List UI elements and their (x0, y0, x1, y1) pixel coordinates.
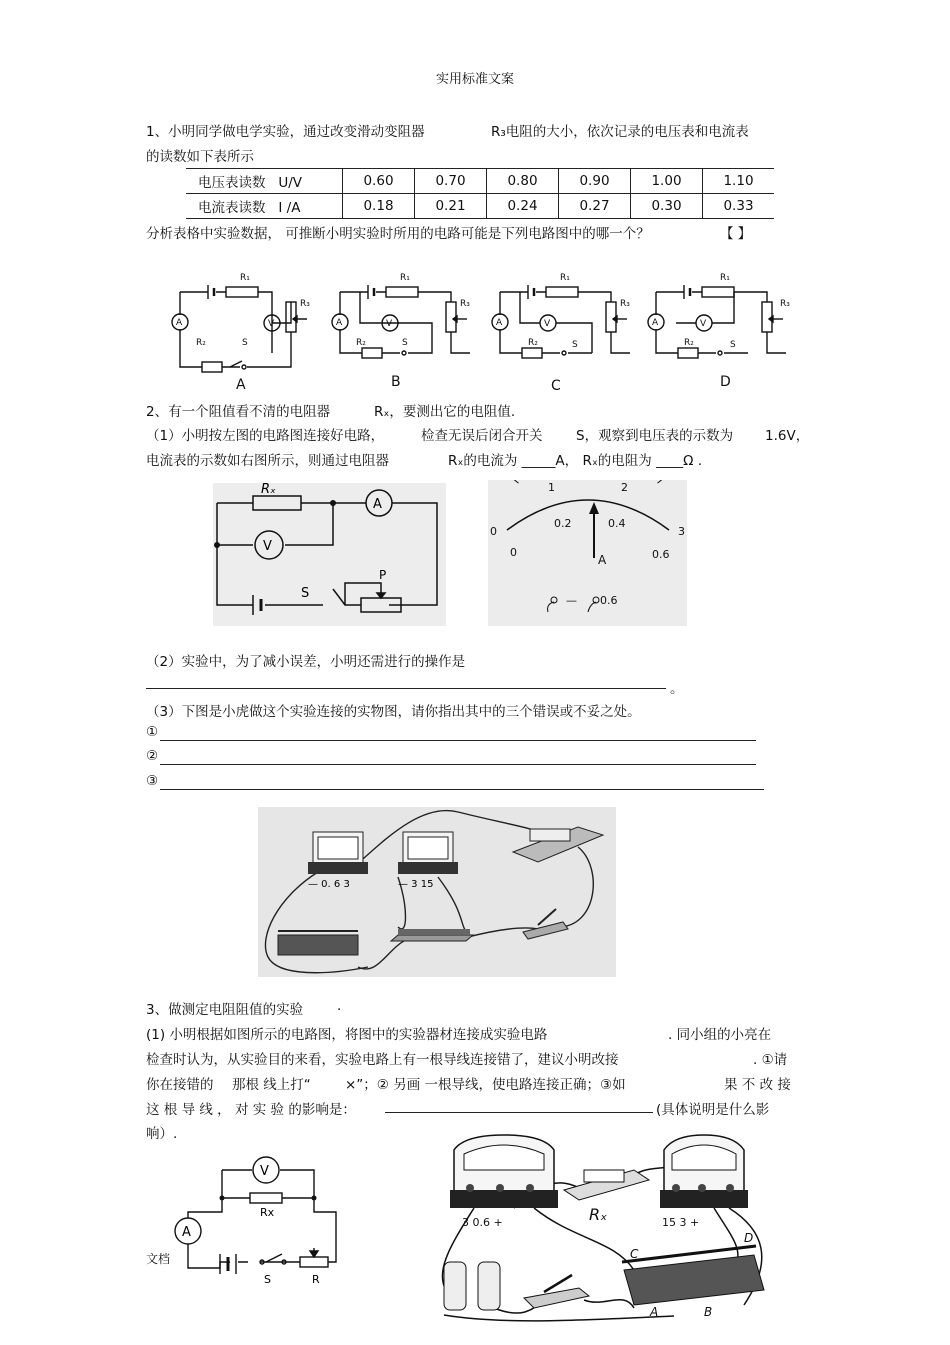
r1-label: R₁ (400, 273, 410, 283)
ammeter-label: A (336, 318, 343, 328)
circuit-label-a: A (236, 377, 246, 393)
terminal-c-label: C (630, 1247, 639, 1261)
q2-p2: （2）实验中，为了减小误差，小明还需进行的操作是 (146, 654, 466, 670)
blank-label-1: ① (146, 724, 159, 740)
answer-line[interactable] (160, 740, 756, 741)
q3-circuit-diagram (170, 1150, 340, 1290)
q1-answer-bracket: 【 】 (720, 226, 752, 242)
q2-p1-d: 1.6V， (765, 428, 810, 444)
answer-line[interactable] (146, 688, 666, 689)
rx-label: Rₓ (261, 483, 276, 497)
blank-label-2: ② (146, 748, 159, 764)
circuit-d (648, 285, 786, 358)
q2-p1-c: S，观察到电压表的示数为 (576, 428, 734, 444)
rx-board-drawing (564, 1170, 649, 1200)
switch-label: S (264, 1273, 271, 1286)
voltmeter-label: V (263, 539, 272, 554)
switch-label: S (301, 586, 310, 601)
dial-top-2: 2 (621, 481, 628, 494)
dial-bottom-3: 0.6 (652, 548, 670, 561)
q3-title-end: . (337, 998, 342, 1014)
rheostat-drawing (622, 1246, 764, 1305)
circuit-c (492, 285, 630, 358)
table-cell: 0.33 (703, 194, 775, 219)
terminal-b-label: B (704, 1305, 713, 1319)
ammeter-photo (308, 832, 368, 874)
q1-circuit-diagrams (160, 265, 800, 395)
battery-photo (391, 929, 473, 941)
answer-line[interactable] (160, 789, 764, 790)
q1-line1a: 1、小明同学做电学实验，通过改变滑动变阻器 (146, 124, 425, 140)
switch-label: S (730, 340, 736, 350)
r1-label: R₁ (720, 273, 730, 283)
voltmeter-photo (398, 832, 458, 874)
q3-line4b: (具体说明是什么影 (656, 1102, 770, 1118)
circuit-label-d: D (720, 374, 731, 390)
r3-label: R₃ (300, 299, 310, 309)
q2-ammeter-dial (488, 480, 687, 626)
q3-line4a: 这 根 导 线 ， 对 实 验 的影响是： (146, 1102, 356, 1118)
table-cell: 1.00 (631, 169, 703, 194)
q3-line1b: . 同小组的小亮在 (668, 1027, 772, 1043)
table-row (186, 169, 774, 194)
ammeter-terminal-labels: — 0. 6 3 (308, 879, 350, 890)
dial-terminal-06: 0.6 (600, 594, 618, 607)
circuit-a (172, 285, 307, 372)
terminal-d-label: D (744, 1231, 754, 1245)
table-cell: 0.90 (559, 169, 631, 194)
page-header: 实用标准文案 (435, 72, 514, 87)
battery-drawing (444, 1262, 500, 1310)
ammeter-label: A (496, 318, 503, 328)
circuit-label-b: B (391, 374, 401, 390)
table-cell: 0.60 (343, 169, 415, 194)
ammeter-label: A (373, 497, 382, 512)
dial-top-1: 1 (548, 481, 555, 494)
table-cell: 0.21 (415, 194, 487, 219)
q3-line3a: 你在接错的 (146, 1077, 214, 1093)
table-cell: 0.18 (343, 194, 415, 219)
q1-question: 分析表格中实验数据， 可推断小明实验时所用的电路可能是下列电路图中的哪一个？ (146, 226, 650, 242)
rx-label: Rx (260, 1206, 275, 1219)
answer-line[interactable] (160, 764, 756, 765)
r3-label: R₃ (780, 299, 790, 309)
ammeter-drawing (450, 1135, 558, 1208)
table-cell: 1.10 (703, 169, 775, 194)
junction-dot (330, 500, 336, 506)
q1-data-table (186, 168, 774, 219)
dial-terminal-neg: — (566, 594, 577, 607)
terminal-a-label: A (650, 1305, 659, 1319)
table-cell: 0.27 (559, 194, 631, 219)
slider-label: P (379, 568, 387, 582)
voltmeter-drawing (660, 1135, 748, 1208)
dial-unit: A (598, 553, 607, 567)
q3-line3d: 果 不 改 接 (724, 1077, 791, 1093)
row-label: 电流表读数 (198, 200, 266, 216)
ammeter-label: A (176, 318, 183, 328)
row-unit: U/V (278, 175, 303, 191)
q2-p3: （3）下图是小虎做这个实验连接的实物图，请你指出其中的三个错误或不妥之处。 (146, 704, 641, 720)
rheostat-photo (278, 931, 358, 955)
q3-line2a: 检查时认为，从实验目的来看，实验电路上有一根导线连接错了，建议小明改接 (146, 1052, 619, 1068)
table-cell: 0.80 (487, 169, 559, 194)
junction-dot (220, 1196, 225, 1201)
r3-label: R₃ (620, 299, 630, 309)
q2-p1-f: Rₓ的电流为 _____A， Rₓ的电阻为 ____Ω . (448, 453, 703, 469)
row-label: 电压表读数 (198, 175, 266, 191)
ammeter-label: A (652, 318, 659, 328)
voltmeter-label: V (268, 319, 275, 329)
dial-top-3: 3 (678, 525, 685, 538)
q1-line1b: R₃电阻的大小，依次记录的电压表和电流表 (491, 124, 749, 140)
q2-apparatus-photo (258, 807, 616, 977)
voltmeter-label: V (544, 319, 551, 329)
table-cell: 0.24 (487, 194, 559, 219)
r2-label: R₂ (196, 338, 206, 348)
q3-line1a: (1) 小明根据如图所示的电路图，将图中的实验器材连接成实验电路 (146, 1027, 548, 1043)
row-unit: I /A (278, 200, 301, 216)
q2-circuit-figure (213, 483, 446, 626)
junction-dot (214, 542, 220, 548)
ammeter-label: A (182, 1225, 191, 1240)
r3-label: R₃ (460, 299, 470, 309)
circuit-b (332, 285, 470, 358)
q3-line5: 响）. (146, 1126, 178, 1142)
voltmeter-label: V (386, 319, 393, 329)
junction-dot (312, 1196, 317, 1201)
dial-bottom-2: 0.4 (608, 517, 626, 530)
q3-line2b: . ①请 (753, 1052, 788, 1068)
dial-top-0: 0 (490, 525, 497, 538)
dial-bottom-0: 0 (510, 546, 517, 559)
r2-label: R₂ (684, 338, 694, 348)
ammeter-terminals-label: 3 0.6 + (462, 1216, 503, 1229)
circuit-label-c: C (551, 378, 561, 394)
rx-label: Rₓ (589, 1205, 608, 1224)
dial-bottom-1: 0.2 (554, 517, 572, 530)
table-cell: 0.30 (631, 194, 703, 219)
r2-label: R₂ (528, 338, 538, 348)
voltmeter-label: V (260, 1164, 269, 1179)
voltmeter-label: V (700, 319, 707, 329)
q2-intro-b: Rₓ，要测出它的电阻值. (374, 404, 516, 420)
q3-line3b: 那根 线上打“ (232, 1077, 311, 1093)
switch-drawing (524, 1275, 589, 1308)
switch-label: S (402, 338, 408, 348)
voltmeter-terminal-labels: — 3 15 (398, 879, 434, 890)
table-cell: 0.70 (415, 169, 487, 194)
blank-label-3: ③ (146, 773, 159, 789)
q2-p1-a: （1）小明按左图的电路图连接好电路， (146, 428, 385, 444)
r1-label: R₁ (560, 273, 570, 283)
voltmeter-terminals-label: 15 3 + (662, 1216, 700, 1229)
q2-p1-e: 电流表的示数如右图所示，则通过电阻器 (146, 453, 389, 469)
q2-p1-b: 检查无误后闭合开关 (421, 428, 543, 444)
r2-label: R₂ (356, 338, 366, 348)
switch-label: S (572, 340, 578, 350)
q3-line3c: ×”；② 另画 一根导线，使电路连接正确；③如 (345, 1077, 626, 1093)
rheostat-label: R (312, 1273, 320, 1286)
q2-intro-a: 2、有一个阻值看不清的电阻器 (146, 404, 331, 420)
switch-label: S (242, 338, 248, 348)
q3-title: 3、做测定电阻阻值的实验 (146, 1002, 304, 1018)
q1-line2: 的读数如下表所示 (146, 149, 254, 165)
answer-line[interactable] (385, 1112, 653, 1113)
q3-apparatus-drawing (434, 1130, 780, 1325)
table-row (186, 194, 774, 219)
r1-label: R₁ (240, 273, 250, 283)
q2-p2-end: 。 (670, 681, 684, 697)
footer-label: 文档 (146, 1252, 171, 1266)
